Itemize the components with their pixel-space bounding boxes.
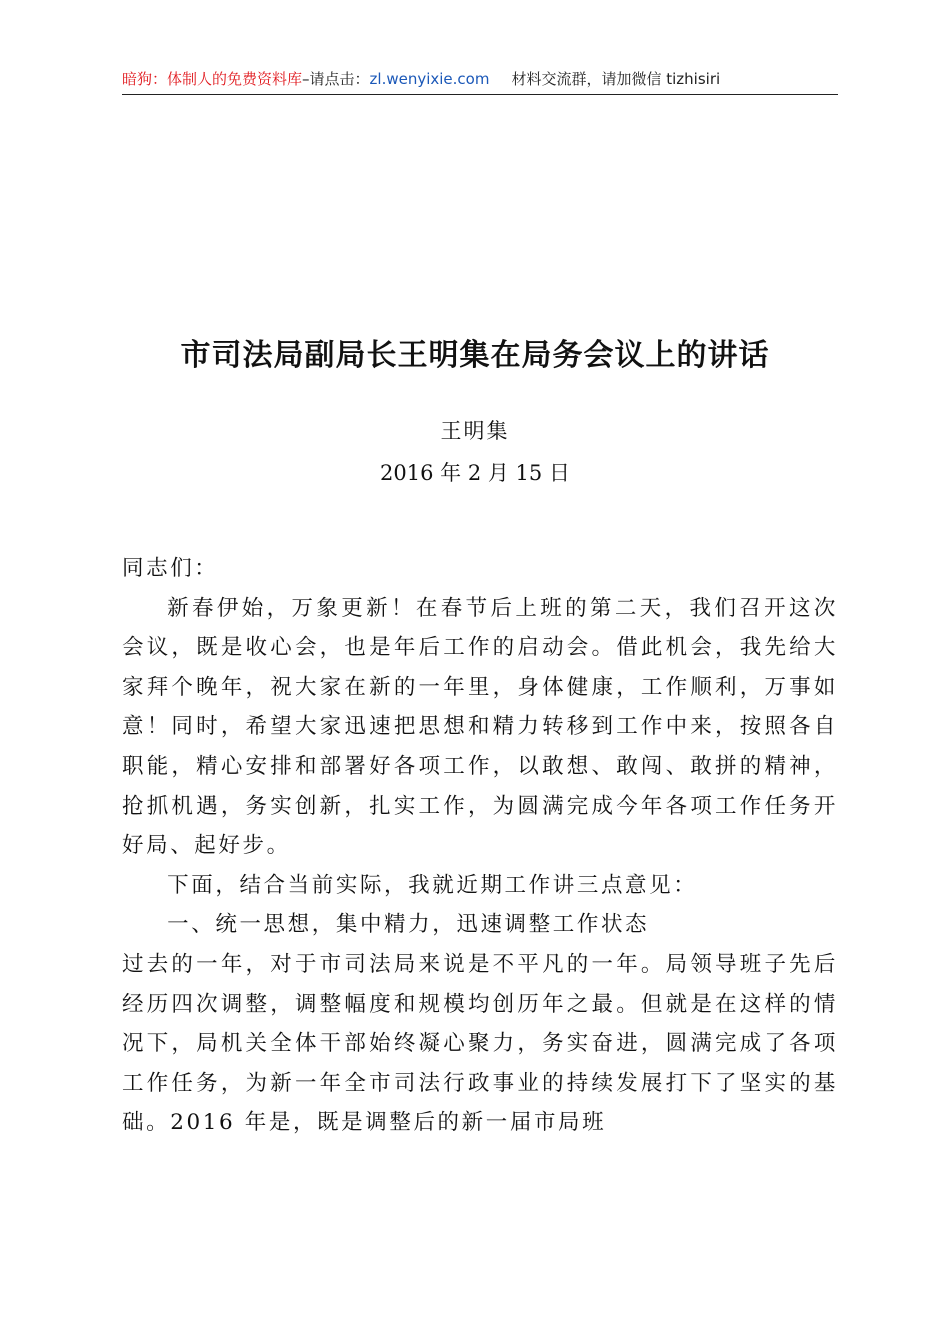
page-header [122,68,838,95]
header-group-note: 材料交流群，请加微信 tizhisiri [511,70,721,88]
document-author: 王明集 [440,419,510,443]
header-site-link[interactable]: zl.wenyixie.com [369,70,490,88]
document-body [122,549,838,1143]
document-date: 2016 年 2 月 15 日 [380,461,570,485]
document-title: 市司法局副局长王明集在局务会议上的讲话 [180,338,770,373]
section-heading: 一、统一思想，集中精力，迅速调整工作状态 [167,912,650,938]
body-paragraph: 新春伊始，万象更新！在春节后上班的第二天，我们召开这次会议，既是收心会，也是年后工作的启动会。借此机会，我先给大家拜个晚年，祝大家在新的一年里，身体健康，工作顺利，万事如意！同时，希望大家迅速把思想和精力转移到工作中来，按照各自职能，精心安排和部署好各项工作，以敢想、敢闯、敢拼的精神，抢抓机遇，务实创新，扎实工作，为圆满完成今年各项工作任务开好局、起好步。 [122,595,838,859]
header-click-prompt: –请点击： [302,70,370,88]
section-paragraph: 过去的一年，对于市司法局来说是不平凡的一年。局领导班子先后经历四次调整，调整幅度和规模均创历年之最。但就是在这样的情况下，局机关全体干部始终凝心聚力，务实奋进，圆满完成了各项工作任务，为新一年全市司法行政事业的持续发展打下了坚实的基础。2016 年是，既是调整后的新一届市局班 [122,951,838,1136]
salutation: 同志们： [122,556,219,581]
body-paragraph: 下面，结合当前实际，我就近期工作讲三点意见： [167,872,698,898]
header-site-name: 暗狗：体制人的免费资料库 [122,70,303,88]
